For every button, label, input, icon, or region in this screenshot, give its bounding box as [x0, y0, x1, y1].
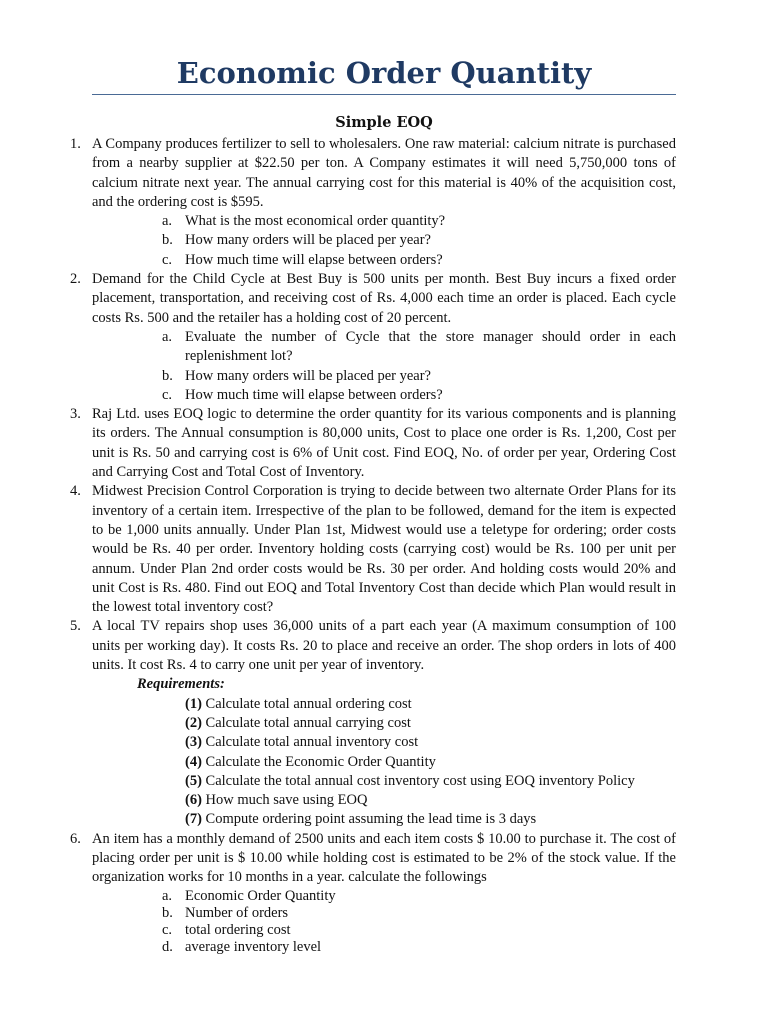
- requirement-item: [185, 695, 676, 714]
- sub-letter: d.: [162, 938, 173, 955]
- sub-question-list: [92, 328, 676, 405]
- sub-text: average inventory level: [185, 938, 322, 955]
- requirement-text: Calculate the total annual cost inventory cost using EOQ inventory Policy: [205, 772, 635, 789]
- sub-question-list: [92, 888, 676, 956]
- question-list: [70, 135, 676, 956]
- question-text: Midwest Precision Control Corporation is trying to decide between two alternate Order Plans for its inventory of a certain item. Irrespective of the plan to be followed, demand for the item is expected to be 1,000 units annually. Under Plan 1st, Midwest would use a teletype for ordering; order costs would be Rs. 40 per order. Inventory holding costs (carrying cost) would be Rs. 100 per unit per annum. Under Plan 2nd order costs would be Rs. 30 per order. And holding costs would 20% and unit Cost is Rs. 480. Find out EOQ and Total Inventory Cost than decide which Plan would result in the lowest total inventory cost?: [92, 483, 676, 616]
- requirement-text: Calculate the Economic Order Quantity: [205, 753, 436, 770]
- sub-letter: b.: [162, 904, 173, 921]
- requirement-item: [185, 714, 676, 733]
- question-5: [70, 617, 676, 829]
- sub-question: [162, 904, 676, 922]
- requirement-text: Compute ordering point assuming the lead time is 3 days: [205, 811, 537, 828]
- sub-question: [162, 921, 676, 939]
- sub-letter: a.: [162, 213, 173, 230]
- requirement-number: (3): [185, 734, 202, 751]
- question-text: A local TV repairs shop uses 36,000 units of a part each year (A maximum consumption of 100 units per working day). It costs Rs. 20 to place and receive an order. The shop orders in lots of 400 units. It cost Rs. 4 to carry one unit per year of inventory.: [92, 618, 676, 674]
- requirements-heading: Requirements:: [137, 676, 225, 693]
- sub-text: Economic Order Quantity: [185, 887, 336, 904]
- question-number: 1.: [70, 136, 81, 152]
- question-text: A Company produces fertilizer to sell to wholesalers. One raw material: calcium nitrate is purchased from a nearby supplier at $22.50 per ton. A Company estimates it will need 5,750,000 tons of calcium nitrate next year. The annual carrying cost for this material is 40% of the acquisition cost, and the ordering cost is $595.: [92, 136, 676, 210]
- question-1: [70, 135, 676, 270]
- sub-question: [162, 386, 676, 405]
- requirement-number: (2): [185, 714, 202, 731]
- sub-text: How many orders will be placed per year?: [185, 367, 431, 384]
- question-text: Raj Ltd. uses EOQ logic to determine the order quantity for its various components and is planning its orders. The Annual consumption is 80,000 units, Cost to place one order is Rs. 1,200, Cost per unit is Rs. 50 and carrying cost is 6% of Unit cost. Find EOQ, No. of order per year, Ordering Cost and Carrying Cost and Total Cost of Inventory.: [92, 406, 676, 481]
- sub-question: [162, 328, 676, 367]
- sub-text: total ordering cost: [185, 921, 291, 938]
- sub-letter: c.: [162, 386, 173, 403]
- requirement-item: [185, 810, 676, 829]
- question-3: [70, 405, 676, 482]
- sub-text: What is the most economical order quantity?: [185, 213, 446, 230]
- sub-letter: c.: [162, 921, 173, 938]
- question-text: Demand for the Child Cycle at Best Buy is 500 units per month. Best Buy incurs a fixed order placement, transportation, and receiving cost of Rs. 4,000 each time an order is placed. Each cycle costs Rs. 500 and the retailer has a holding cost of 20 percent.: [92, 271, 676, 326]
- requirement-text: Calculate total annual inventory cost: [205, 734, 419, 751]
- question-4: [70, 482, 676, 617]
- page-title: Economic Order Quantity: [176, 56, 592, 90]
- question-number: 2.: [70, 271, 81, 288]
- requirements-list: [92, 695, 676, 830]
- sub-letter: b.: [162, 232, 173, 249]
- sub-letter: a.: [162, 887, 173, 904]
- requirement-number: (1): [185, 695, 202, 712]
- question-number: 6.: [70, 830, 81, 847]
- requirement-text: Calculate total annual ordering cost: [205, 695, 412, 712]
- question-number: 4.: [70, 483, 81, 500]
- title-divider: [92, 94, 676, 95]
- sub-text: How many orders will be placed per year?: [185, 232, 431, 249]
- requirement-number: (5): [185, 772, 202, 789]
- question-6: [70, 830, 676, 956]
- sub-question-list: [92, 212, 676, 270]
- requirement-number: (7): [185, 811, 202, 828]
- question-text: An item has a monthly demand of 2500 units and each item costs $ 10.00 to purchase it. The cost of placing order per unit is $ 10.00 while holding cost is estimated to be 2% of the stock value. If the organization works for 10 months in a year. calculate the followings: [92, 830, 676, 886]
- requirement-item: [185, 733, 676, 752]
- requirement-number: (4): [185, 753, 202, 770]
- requirement-text: How much save using EOQ: [205, 792, 368, 809]
- question-2: [70, 270, 676, 405]
- sub-question: [162, 367, 676, 386]
- sub-letter: b.: [162, 367, 173, 384]
- sub-letter: a.: [162, 328, 173, 345]
- sub-text: Evaluate the number of Cycle that the store manager should order in each replenishment lot?: [185, 328, 676, 365]
- requirement-item: [185, 753, 676, 772]
- requirement-item: [185, 772, 676, 791]
- sub-letter: c.: [162, 251, 173, 268]
- sub-text: Number of orders: [185, 904, 289, 921]
- sub-question: [162, 251, 676, 270]
- sub-text: How much time will elapse between orders?: [185, 251, 443, 268]
- question-number: 5.: [70, 618, 81, 635]
- question-number: 3.: [70, 406, 81, 423]
- sub-question: [162, 212, 676, 231]
- sub-question: [162, 231, 676, 250]
- requirement-text: Calculate total annual carrying cost: [205, 714, 411, 731]
- requirement-number: (6): [185, 792, 202, 809]
- sub-question: [162, 887, 676, 905]
- sub-question: [162, 938, 676, 956]
- section-heading: Simple EOQ: [335, 114, 433, 131]
- sub-text: How much time will elapse between orders?: [185, 386, 443, 403]
- requirement-item: [185, 791, 676, 810]
